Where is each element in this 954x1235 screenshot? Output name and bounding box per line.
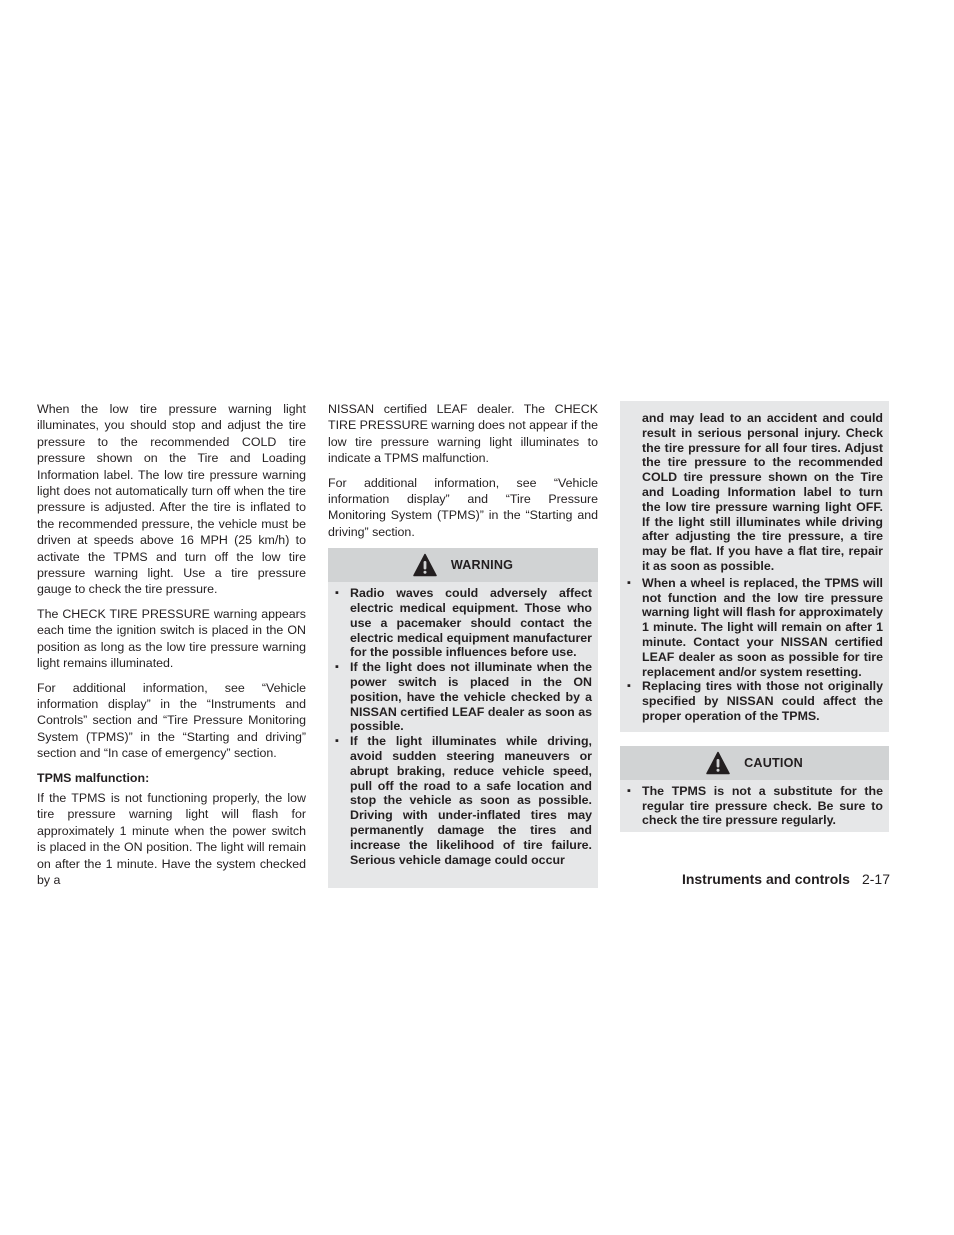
paragraph: NISSAN certified LEAF dealer. The CHECK TIRE PRESSURE warning does not appear if the low tire pressure warning light illuminates to indicate a TPMS malfunction. [328,402,598,466]
warning-label: WARNING [450,558,514,573]
paragraph: If the TPMS is not functioning properly, the low tire pressure warning light will flash for approximately 1 minute when the power switch is placed in the ON position. The light will remain on after the 1 minute. Have the system checked by a [37,790,306,887]
warning-triangle-icon [413,553,437,577]
warning-list [328,582,598,869]
column-right [620,401,889,832]
caution-box [620,746,889,832]
paragraph: For additional information, see “Vehicle information display” in the “Instruments and Controls” section and “Tire Pressure Monitoring System (TPMS)” in the “Starting and driving” section and “In case of emergency” section. [37,680,306,761]
column-left [37,401,306,896]
warning-continued-text: and may lead to an accident and could result in serious personal injury. Check the tire pressure for all four tires. Adjust the tire pressure to the recommended COLD tire pressure shown on the Tire and Loading Information label to turn the low tire pressure warning light OFF. If the light still illuminates while driving after adjusting the tire pressure, a tire may be flat. If you have a flat tire, repair it as soon as possible. [642,411,883,573]
caution-list [620,780,889,830]
column-middle [328,401,598,888]
list-item: ▪ If the light does not illuminate when the power switch is placed in the ON position, have the vehicle checked by a NISSAN certified LEAF dealer as soon as possible. [350,660,592,734]
warning-triangle-icon [706,751,730,775]
paragraph: The CHECK TIRE PRESSURE warning appears each time the ignition switch is placed in the ON position as long as the low tire pressure warning light remains illuminated. [37,606,306,671]
caution-label: CAUTION [744,755,803,770]
warning-box-continued [620,401,889,732]
warning-box [328,548,598,888]
footer-section-title: Instruments and controls [681,871,850,887]
paragraph: When the low tire pressure warning light illuminates, you should stop and adjust the tire pressure to the recommended COLD tire pressure shown on the Tire and Loading Information label. The low tire pressure warning light does not automatically turn off when the tire pressure is adjusted. After the tire is inflated to the recommended pressure, the vehicle must be driven at speeds above 16 MPH (25 km/h) to activate the TPMS and turn off the low tire pressure warning light. Use a tire pressure gauge to check the tire pressure. [37,402,306,597]
warning-list [620,576,889,726]
list-item: ▪ When a wheel is replaced, the TPMS will not function and the low tire pressure warning light will flash for approximately 1 minute. The light will remain on after 1 minute. Contact your NISSAN certified LEAF dealer as soon as possible for tire replacement and/or system resetting. [642,576,883,680]
page-footer [682,871,890,887]
page-number: 2-17 [861,871,890,887]
list-item: ▪ If the light illuminates while driving, avoid sudden steering maneuvers or abrupt braking, reduce vehicle speed, pull off the road to a safe location and stop the vehicle as soon as possible. Driving with under-inflated tires may permanently damage the tires and increase the likelihood of tire failure. Serious vehicle damage could occur [350,734,592,867]
list-item: ▪ The TPMS is not a substitute for the regular tire pressure check. Be sure to check the tire pressure regularly. [642,784,883,828]
list-item: ▪ Radio waves could adversely affect electric medical equipment. Those who use a pacemaker should contact the electric medical equipment manufacturer for the possible influences before use. [350,586,592,660]
paragraph: For additional information, see “Vehicle information display” and “Tire Pressure Monitoring System (TPMS)” in the “Starting and driving” section. [328,475,598,539]
warning-header [328,548,598,582]
caution-header [620,746,889,780]
list-item: ▪ Replacing tires with those not originally specified by NISSAN could affect the proper operation of the TPMS. [642,679,883,723]
subheading: TPMS malfunction: [37,770,150,785]
